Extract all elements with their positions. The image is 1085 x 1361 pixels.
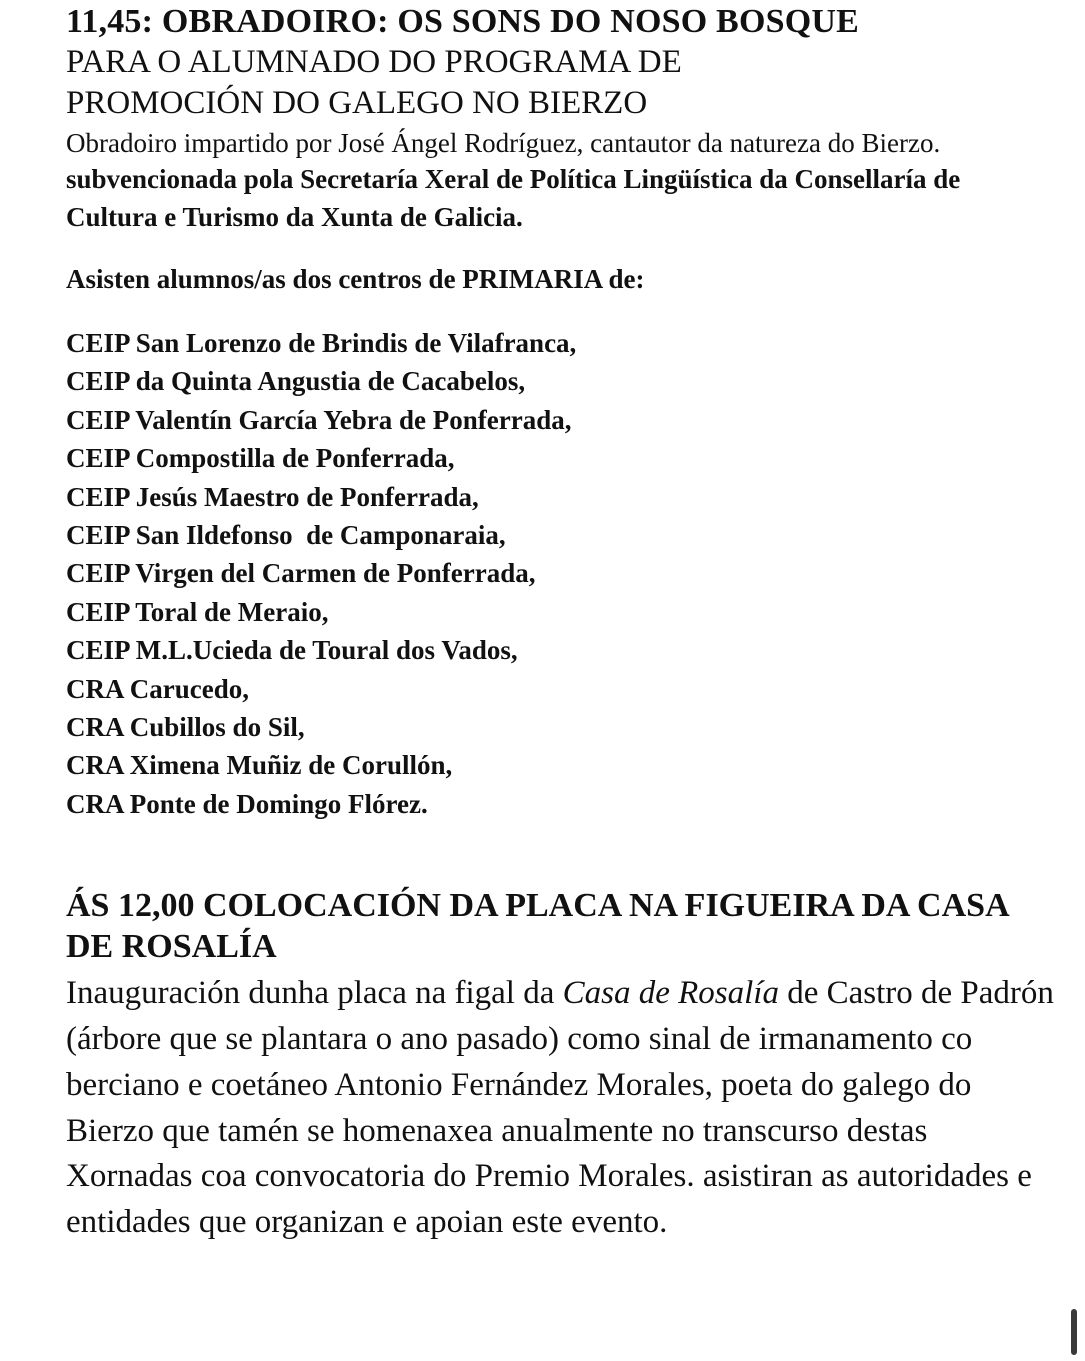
school-list-item: CEIP Jesús Maestro de Ponferrada, <box>66 481 479 512</box>
plaque-paragraph <box>66 971 1056 1246</box>
school-list-item: CEIP da Quinta Angustia de Cacabelos, <box>66 366 526 397</box>
workshop-subsidy: subvencionada pola Secretaría Xeral de Política Lingüística da Consellaría de Cultura e Turismo da Xunta de Galicia. <box>66 164 961 232</box>
plaque-paragraph-part1: Inauguración dunha placa na figal da <box>66 975 563 1012</box>
school-list-item: CRA Cubillos do Sil, <box>66 712 305 743</box>
workshop-subheading-line2: PROMOCIÓN DO GALEGO NO BIERZO <box>66 85 648 121</box>
vertical-scrollbar[interactable] <box>1071 1309 1077 1355</box>
plaque-paragraph-part2: de Castro de Padrón (árbore que se plantara o ano pasado) como sinal de irmanamento co berciano e coetáneo Antonio Fernández Morales, poeta do galego do Bierzo que tamén se homenaxea anualmente no transcurso destas Xornadas coa convocatoria do Premio Morales. asistiran as autoridades e entidades que organizan e apoian este evento. <box>66 975 1054 1241</box>
attendance-intro: Asisten alumnos/as dos centros de PRIMARIA de: <box>66 264 645 294</box>
document-page <box>66 0 1056 1246</box>
school-list-item: CEIP San Lorenzo de Brindis de Vilafranca, <box>66 328 577 358</box>
school-list-item: CEIP Valentín García Yebra de Ponferrada, <box>66 404 572 435</box>
workshop-description: Obradoiro impartido por José Ángel Rodríguez, cantautor da natureza do Bierzo. <box>66 128 941 158</box>
school-list-item: CRA Ximena Muñiz de Corullón, <box>66 750 453 781</box>
workshop-subheading-line1: PARA O ALUMNADO DO PROGRAMA DE <box>66 44 682 80</box>
school-list-item: CEIP M.L.Ucieda de Toural dos Vados, <box>66 635 518 666</box>
school-list-item: CEIP Toral de Meraio, <box>66 596 329 627</box>
plaque-section <box>66 885 1056 1246</box>
workshop-heading: 11,45: OBRADOIRO: OS SONS DO NOSO BOSQUE <box>66 3 859 40</box>
school-list-item: CEIP Virgen del Carmen de Ponferrada, <box>66 558 536 589</box>
school-list <box>66 324 1056 823</box>
school-list-item: CRA Ponte de Domingo Flórez. <box>66 788 428 819</box>
school-list-item: CEIP Compostilla de Ponferrada, <box>66 443 455 474</box>
plaque-paragraph-italic: Casa de Rosalía <box>562 975 779 1012</box>
workshop-section <box>66 2 1056 823</box>
school-list-item: CEIP San Ildefonso de Camponaraia, <box>66 520 506 551</box>
school-list-item: CRA Carucedo, <box>66 673 249 704</box>
plaque-heading: ÁS 12,00 COLOCACIÓN DA PLACA NA FIGUEIRA DA CASA DE ROSALÍA <box>66 887 1008 966</box>
